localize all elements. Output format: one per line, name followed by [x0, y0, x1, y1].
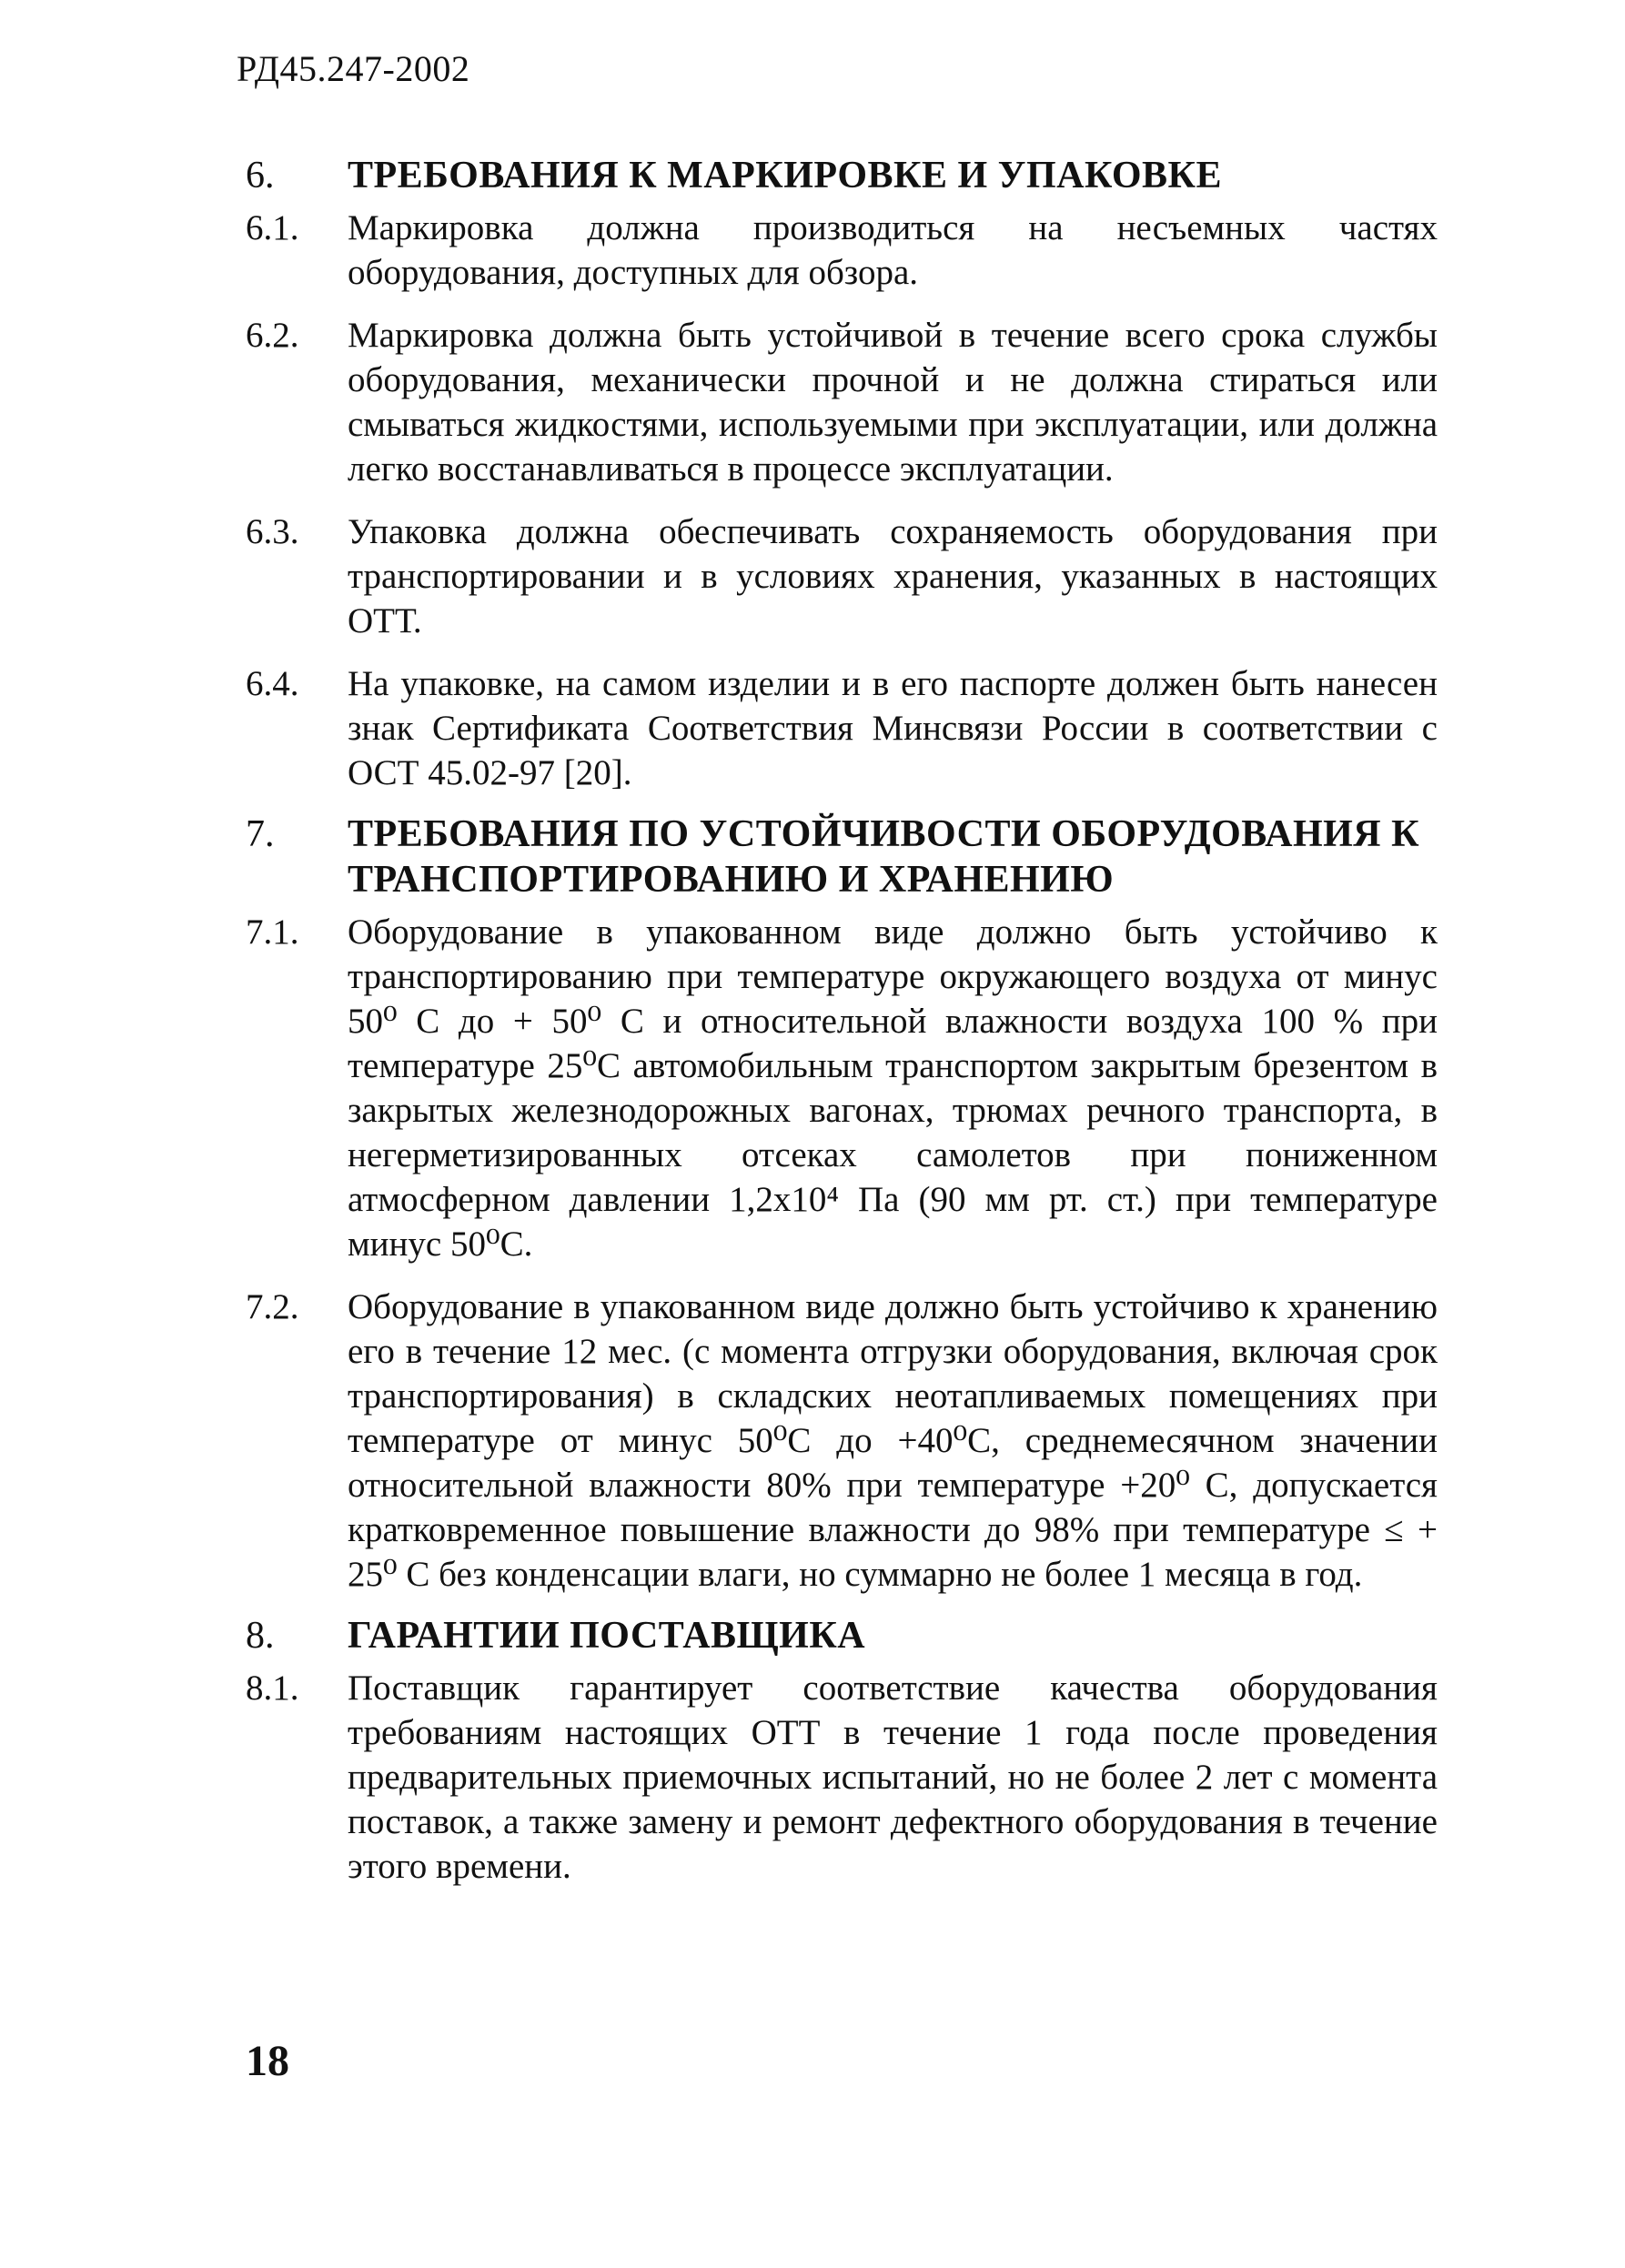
clause-number: 6.2.	[246, 316, 299, 355]
clause-text: Маркировка должна производиться на несъемных частях оборудования, доступных для обзора.	[348, 208, 1438, 292]
clause-number: 6.4.	[246, 664, 299, 703]
section-title: ТРЕБОВАНИЯ К МАРКИРОВКЕ И УПАКОВКЕ	[348, 155, 1223, 197]
clause-8-1	[246, 1666, 1438, 1889]
clause-text: Поставщик гарантирует соответствие качества оборудования требованиям настоящих ОТТ в течение 1 года после проведения предварительных приемочных испытаний, но не более 2 лет с момента поставок, а также замену и ремонт дефектного оборудования в течение этого времени.	[348, 1668, 1438, 1886]
clause-number: 8.1.	[246, 1668, 299, 1708]
clause-7-1	[246, 910, 1438, 1266]
section-heading-7	[246, 811, 1438, 902]
section-heading-8	[246, 1613, 1438, 1658]
section-title: ГАРАНТИИ ПОСТАВЩИКА	[348, 1615, 866, 1657]
clause-6-4	[246, 661, 1438, 795]
clause-text: Оборудование в упакованном виде должно быть устойчиво к транспортированию при температуре окружающего воздуха от минус 50⁰ С до + 50⁰ С и относительной влажности воздуха 100 % при температуре 25⁰С автомобильным транспортом закрытым брезентом в закрытых железнодорожных вагонах, трюмах речного транспорта, в негерметизированных отсеках самолетов при пониженном атмосферном давлении 1,2х10⁴ Па (90 мм рт. ст.) при температуре минус 50⁰С.	[348, 912, 1438, 1264]
section-title: ТРЕБОВАНИЯ ПО УСТОЙЧИВОСТИ ОБОРУДОВАНИЯ К ТРАНСПОРТИРОВАНИЮ И ХРАНЕНИЮ	[348, 813, 1420, 901]
clause-6-2	[246, 313, 1438, 491]
document-body	[246, 153, 1438, 1889]
clause-number: 7.1.	[246, 912, 299, 952]
clause-text: Оборудование в упакованном виде должно быть устойчиво к хранению его в течение 12 мес. (с момента отгрузки оборудования, включая срок транспортирования) в складских неотапливаемых помещениях при температуре от минус 50⁰С до +40⁰С, среднемесячном значении относительной влажности 80% при температуре +20⁰ С, допускается кратковременное повышение влажности до 98% при температуре ≤ + 25⁰ С без конденсации влаги, но суммарно не более 1 месяца в год.	[348, 1287, 1438, 1594]
clause-text: Упаковка должна обеспечивать сохраняемость оборудования при транспортировании и в условиях хранения, указанных в настоящих ОТТ.	[348, 512, 1438, 640]
section-heading-6	[246, 153, 1438, 198]
clause-number: 7.2.	[246, 1287, 299, 1326]
clause-7-2	[246, 1285, 1438, 1597]
clause-number: 6.1.	[246, 208, 299, 247]
clause-number: 6.3.	[246, 512, 299, 551]
section-number: 6.	[246, 155, 275, 197]
document-code: РД45.247-2002	[237, 48, 470, 89]
clause-text: Маркировка должна быть устойчивой в течение всего срока службы оборудования, механически прочной и не должна стираться или смываться жидкостями, используемыми при эксплуатации, или должна легко восстанавливаться в процессе эксплуатации.	[348, 316, 1438, 489]
clause-text: На упаковке, на самом изделии и в его паспорте должен быть нанесен знак Сертификата Соответствия Минсвязи России в соответствии с ОСТ 45.02-97 [20].	[348, 664, 1438, 792]
clause-6-1	[246, 206, 1438, 295]
section-number: 8.	[246, 1615, 275, 1657]
clause-6-3	[246, 509, 1438, 643]
page-number: 18	[246, 2037, 289, 2085]
section-number: 7.	[246, 813, 275, 855]
